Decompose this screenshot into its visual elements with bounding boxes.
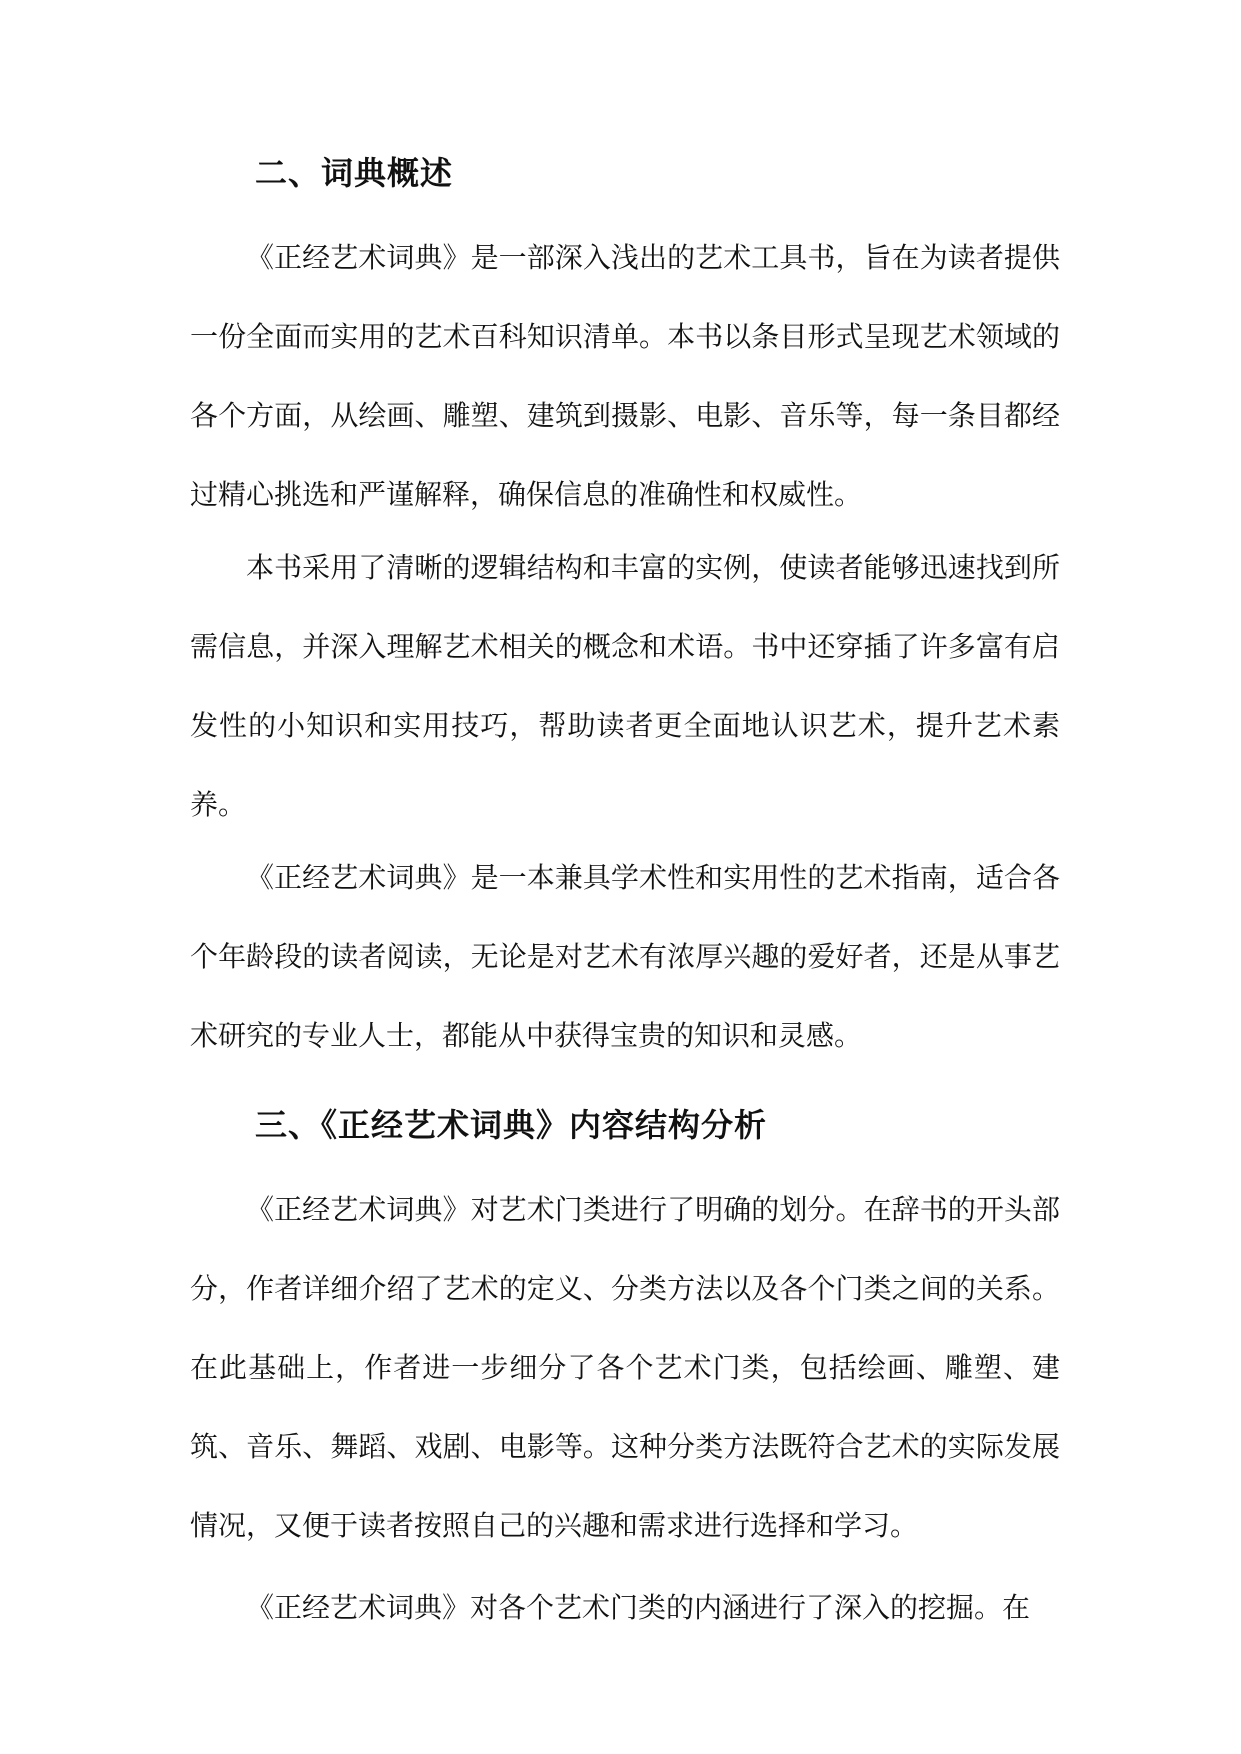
section-heading-structure-analysis: 三、《正经艺术词典》内容结构分析 [255,1106,768,1144]
paragraph-structure-1: 《正经艺术词典》对艺术门类进行了明确的划分。在辞书的开头部分，作者详细介绍了艺术的定义、分类方法以及各个门类之间的关系。在此基础上，作者进一步细分了各个艺术门类，包括绘画、雕塑、建筑、音乐、舞蹈、戏剧、电影等。这种分类方法既符合艺术的实际发展情况，又便于读者按照自己的兴趣和需求进行选择和学习。 [190,1193,1060,1542]
paragraph-overview-1: 《正经艺术词典》是一部深入浅出的艺术工具书，旨在为读者提供一份全面而实用的艺术百科知识清单。本书以条目形式呈现艺术领域的各个方面，从绘画、雕塑、建筑到摄影、电影、音乐等，每一条目都经过精心挑选和严谨解释，确保信息的准确性和权威性。 [190,241,1060,511]
paragraph-overview-2: 本书采用了清晰的逻辑结构和丰富的实例，使读者能够迅速找到所需信息，并深入理解艺术相关的概念和术语。书中还穿插了许多富有启发性的小知识和实用技巧，帮助读者更全面地认识艺术，提升艺术素养。 [190,551,1060,821]
paragraph-overview-3: 《正经艺术词典》是一本兼具学术性和实用性的艺术指南，适合各个年龄段的读者阅读，无论是对艺术有浓厚兴趣的爱好者，还是从事艺术研究的专业人士，都能从中获得宝贵的知识和灵感。 [190,861,1060,1052]
paragraph-structure-2: 《正经艺术词典》对各个艺术门类的内涵进行了深入的挖掘。在 [246,1591,1031,1624]
section-heading-overview: 二、词典概述 [255,154,454,192]
